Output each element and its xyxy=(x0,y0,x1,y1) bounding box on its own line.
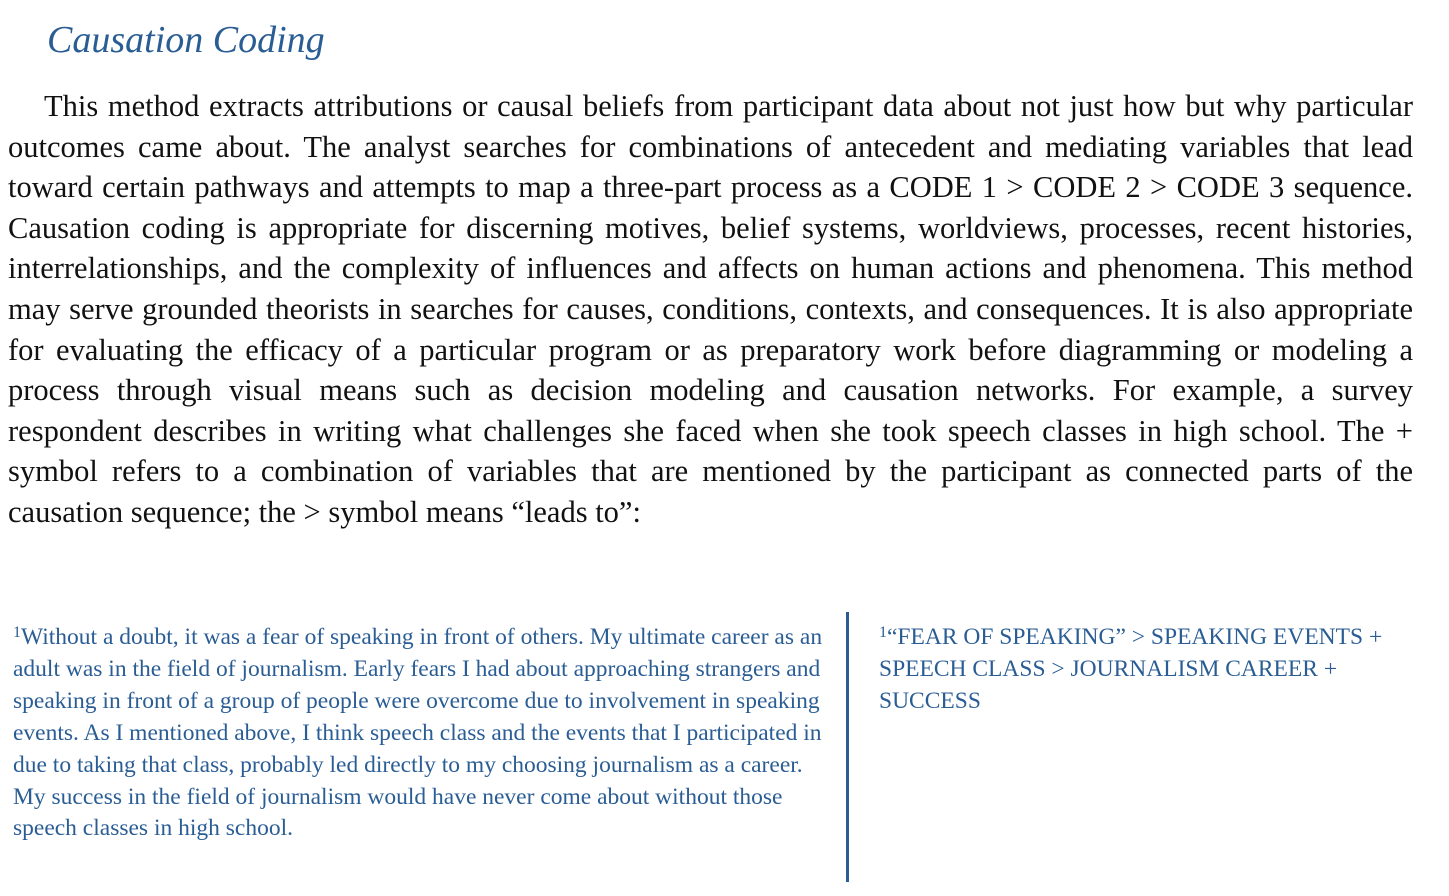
raw-data-text: Without a doubt, it was a fear of speaking in front of others. My ultimate career as an adult was in the field of journalism. Early fears I had about approaching strangers and speaking in front of a group of people were overcome due to involvement in speaking events. As I mentioned above, I think speech class and the events that I participated in due to taking that class, probably led directly to my choosing journalism as a career. My success in the field of journalism would have never come about without those speech classes in high school. xyxy=(13,624,823,842)
column-divider xyxy=(846,612,849,882)
raw-data-excerpt xyxy=(13,622,823,845)
raw-data-superscript: 1 xyxy=(13,624,21,641)
body-paragraph: This method extracts attributions or causal beliefs from participant data about not just how but why particular outcomes came about. The analyst searches for combinations of antecedent and mediating variables that lead toward certain pathways and attempts to map a three-part process as a CODE 1 > CODE 2 > CODE 3 sequence. Causation coding is appropriate for discerning motives, belief systems, worldviews, processes, recent histories, interrelationships, and the complexity of influences and affects on human actions and phenomena. This method may serve grounded theorists in searches for causes, conditions, contexts, and consequences. It is also appropriate for evaluating the efficacy of a particular program or as preparatory work before diagramming or modeling a process through visual means such as decision modeling and causation networks. For example, a survey respondent describes in writing what challenges she faced when she took speech classes in high school. The + symbol refers to a combination of variables that are mentioned by the participant as connected parts of the causation sequence; the > symbol means “leads to”: xyxy=(8,89,1413,529)
causation-code-sequence xyxy=(879,622,1419,718)
code-superscript: 1 xyxy=(879,624,887,641)
coding-example xyxy=(0,612,1449,882)
code-text: “FEAR OF SPEAKING” > SPEAKING EVENTS + SPEECH CLASS > JOURNALISM CAREER + SUCCESS xyxy=(879,624,1383,714)
section-heading: Causation Coding xyxy=(47,19,325,61)
